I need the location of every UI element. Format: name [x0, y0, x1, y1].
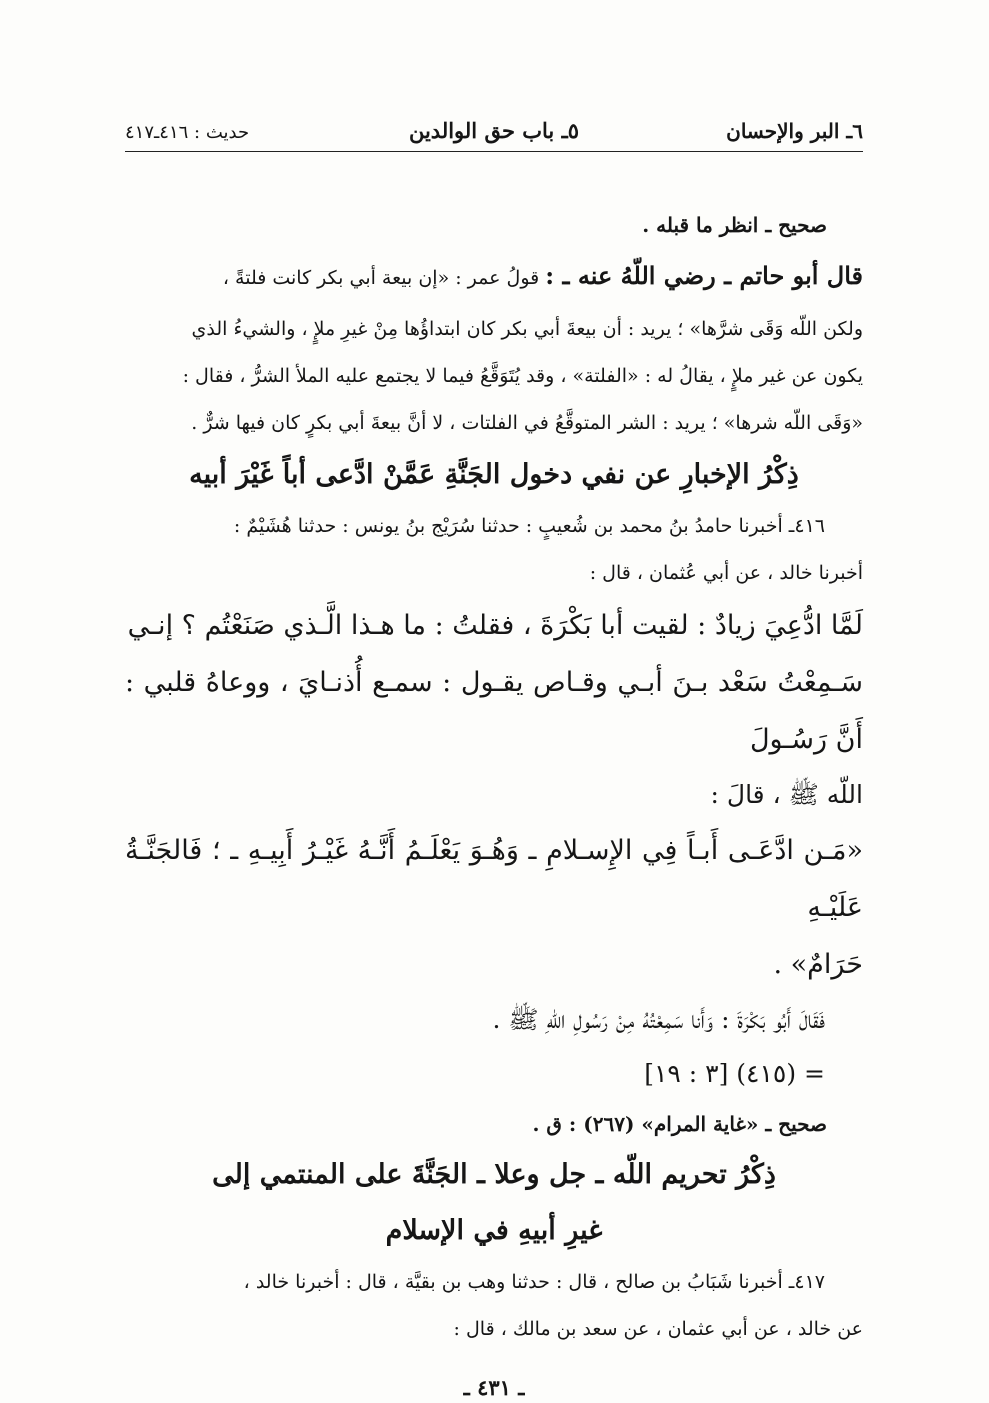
h416-matn-1: لَمَّا ادُّعِيَ زيادٌ : لقيت أبا بَكْرَةَ ، فقلتُ : ما هـذا الَّـذي صَنَعْتُم ؟ إنـي — [127, 610, 863, 641]
section-heading-2 — [125, 1147, 863, 1259]
h416-grade: صحيح ـ «غاية المرام» (٢٦٧) : ق . — [532, 1112, 827, 1136]
section-heading-2-line-1: ذِكْرُ تحريم اللّه ـ جل وعلا ـ الجَنَّةَ على المنتمي إلى — [212, 1159, 776, 1190]
commentary-line-1-text: قولُ عمر : «إن بيعة أبي بكر كانت فلتةً ، — [222, 267, 546, 289]
h416-isnad-2: أخبرنا خالد ، عن أبي عُثمان ، قال : — [589, 562, 863, 584]
h417-isnad-1: ٤١٧ـ أخبرنا شَبَابُ بن صالح ، قال : حدثنا وهب بن بقيَّة ، قال : أخبرنا خالد ، — [243, 1271, 825, 1293]
commentary-line-3: يكون عن غير ملإٍ ، يقالُ له : «الفلتة» ، وقد يُتَوَقَّعُ فيما لا يجتمع عليه الملأ الشرُّ ، فقال : — [182, 365, 863, 387]
commentary-line-2: ولكن اللّه وَقَى شرَّها» ؛ يريد : أن بيعةَ أبي بكر كان ابتداؤُها مِنْ غيرِ ملإٍ ، والشيءُ الذي — [191, 318, 863, 340]
h416-close: فَقَالَ أَبُو بَكْرَةَ : وَأَنا سَمِعْتُهُ مِنْ رَسُولِ اللّهِ ﷺ . — [492, 1005, 825, 1034]
commentary-line-1 — [125, 248, 863, 306]
abu-hatim-commentary — [125, 248, 863, 447]
previous-grade: صحيح ـ انظر ما قبله . — [642, 213, 827, 237]
h416-isnad-1: ٤١٦ـ أخبرنا حامدُ بنُ محمد بن شُعيبٍ : حدثنا سُرَيْج بنُ يونس : حدثنا هُشَيْمٌ : — [233, 515, 825, 537]
h417-isnad-2: عن خالد ، عن أبي عثمان ، عن سعد بن مالك ، قال : — [453, 1318, 863, 1340]
section-heading-1: ذِكْرُ الإخبارِ عن نفي دخول الجَنَّةِ عَمَّنْ ادَّعى أباً غَيْرَ أبيه — [189, 459, 799, 490]
commentary-line-4: «وَقَى اللّه شرها» ؛ يريد : الشر المتوقَّعُ في الفلتات ، لا أنَّ بيعةَ أبي بكرٍ كان فيها شرٌّ . — [191, 412, 863, 434]
h416-reference: = (٤١٥) [٣ : ١٩] — [644, 1059, 825, 1088]
h416-matn-3: اللّه ﷺ ، قالَ : — [710, 780, 863, 809]
hadith-416 — [125, 503, 863, 1147]
chapter-title: ٦ـ البر والإحسان — [726, 119, 863, 143]
h416-matn-2: سَـمِعْتُ سَعْد بـنَ أبـي وقـاص يقـول : سمـع أُذنـايَ ، ووعاهُ قلبي : أَنَّ رَسُـولَ — [125, 667, 863, 755]
h416-hadith-1: «مَـن ادَّعَـى أَبـاً فِي الإِسـلامِ ـ وَهُـوَ يَعْلَـمُ أَنَّـهُ غَيْـرُ أَبِيـهِ ـ ؛ فَالجَنَّـةُ عَلَيْـهِ — [125, 835, 863, 923]
running-header — [125, 118, 863, 152]
document-page — [125, 118, 863, 1400]
h416-hadith-2: حَرَامٌ» . — [773, 949, 863, 980]
page-number: ـ ٤٣١ ـ — [463, 1375, 525, 1400]
hadith-417 — [125, 1259, 863, 1353]
section-title: ٥ـ باب حق الوالدين — [408, 118, 580, 143]
section-heading-2-line-2: غيرِ أبيهِ في الإسلام — [385, 1215, 603, 1246]
commentary-lead: قال أبو حاتم ـ رضي اللّهُ عنه ـ : — [545, 261, 863, 290]
hadith-range: حديث : ٤١٦ـ٤١٧ — [125, 122, 250, 143]
